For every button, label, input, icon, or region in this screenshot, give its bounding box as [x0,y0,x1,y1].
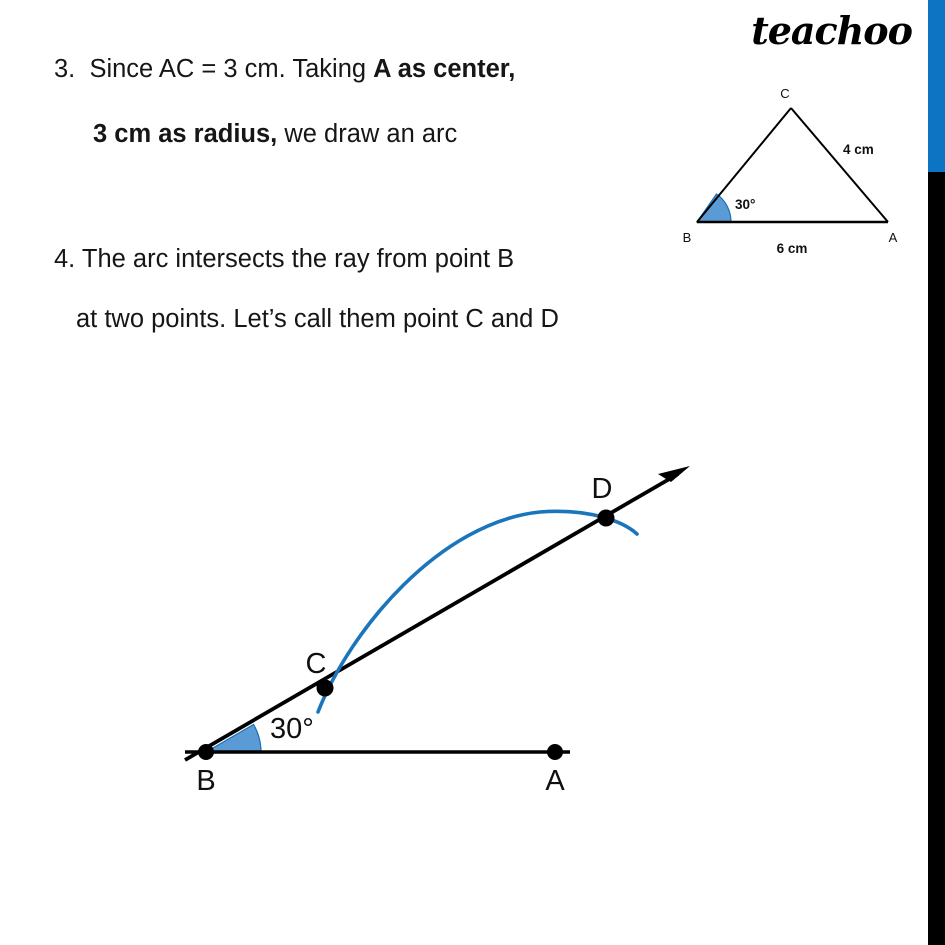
ray-arrowhead-icon [658,466,690,482]
triangle-label-c: C [780,86,790,101]
right-edge-bar [928,0,945,945]
point-b-dot [198,744,214,760]
step-4-line-1: 4. The arc intersects the ray from point B [54,245,515,273]
step-3-radius-plain: we draw an arc [277,120,458,148]
step-3-bold-text: A as center, [373,55,516,83]
step-3-number: 3. [54,55,76,83]
main-angle-wedge [206,725,261,753]
step-3-line-2 [93,120,457,149]
main-label-d: D [591,473,613,505]
triangle-side-ca [791,108,888,222]
point-c-dot [317,680,334,697]
triangle-label-a: A [888,230,898,245]
step-3-radius-bold: 3 cm as radius, [93,120,278,148]
triangle-label-side-ac: 4 cm [843,142,874,157]
point-a-dot [547,744,563,760]
main-construction-figure [150,430,750,830]
edge-bar-black-segment [928,172,945,945]
teachoo-logo: teachoo [751,8,912,53]
triangle-label-angle-b: 30° [735,197,756,212]
step-4-line-2: at two points. Let’s call them point C and D [76,305,559,333]
reference-triangle-figure [675,75,925,260]
triangle-label-side-ba: 6 cm [776,241,808,256]
step-3-plain-text: Since AC = 3 cm. Taking [89,55,374,83]
main-label-b: B [196,765,216,797]
edge-bar-blue-segment [928,0,945,172]
triangle-angle-wedge [697,194,731,222]
main-label-c: C [305,648,327,680]
construction-arc [318,511,637,712]
main-label-angle: 30° [270,713,314,745]
step-3-line-1 [54,55,515,84]
triangle-label-b: B [682,230,692,245]
point-d-dot [598,510,615,527]
main-label-a: A [545,765,565,797]
